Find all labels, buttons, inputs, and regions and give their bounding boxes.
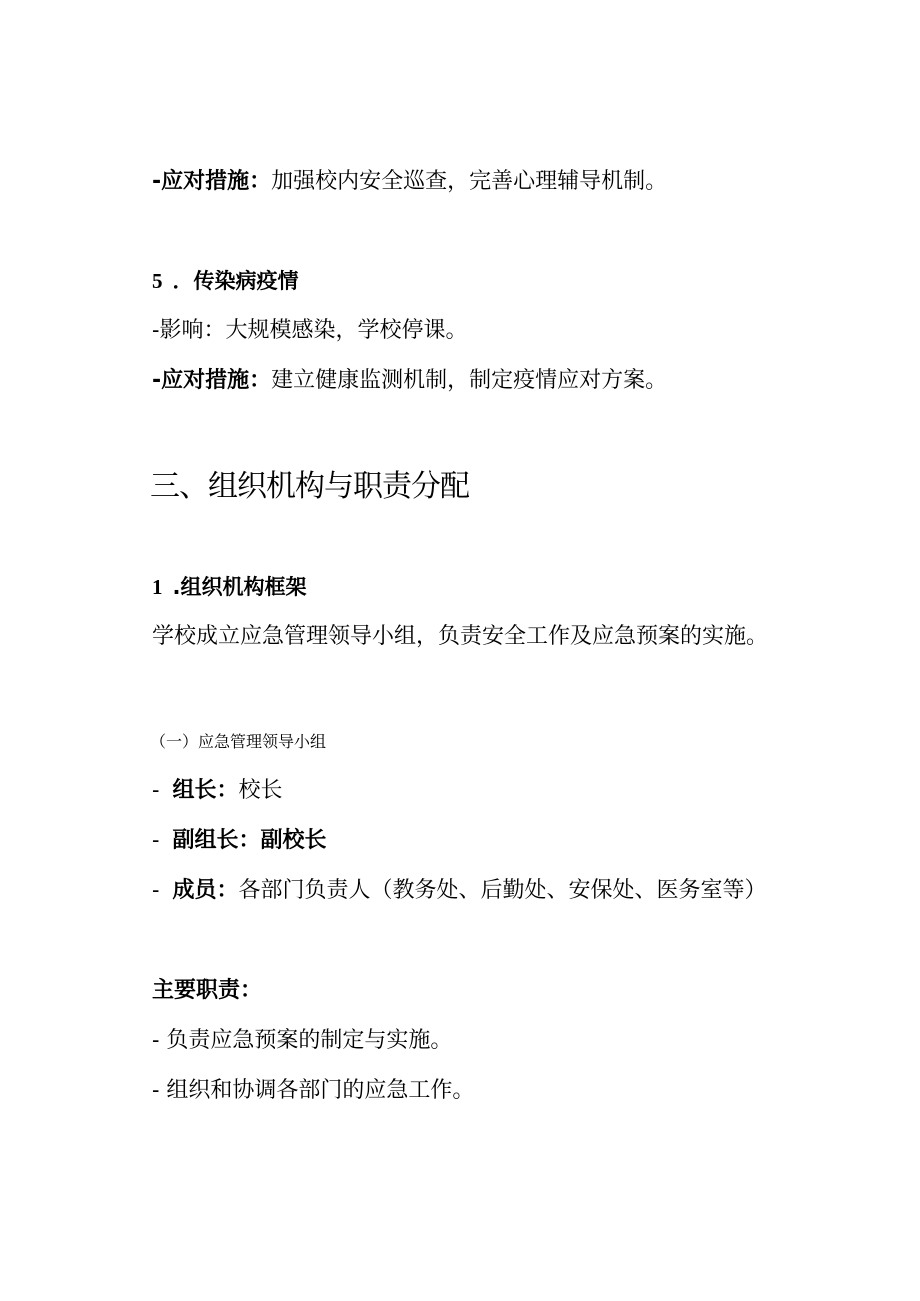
sub1-heading (152, 577, 306, 598)
deputy-label: 副组长： (172, 828, 261, 853)
leader-line (152, 780, 282, 802)
item5-measure-label: 应对措施： (161, 368, 272, 393)
sub1-number: 1 (152, 575, 163, 599)
leader-value: 校长 (238, 778, 283, 803)
deputy-prefix: - (152, 828, 167, 853)
item5-title: ．传染病疫情 (172, 269, 299, 293)
leader-prefix: - (152, 778, 167, 803)
item5-measure-line (152, 370, 667, 392)
prev-measure-label: 应对措施： (161, 169, 272, 194)
prev-measure-line (152, 171, 667, 193)
item5-heading (152, 271, 299, 292)
duty-item: - 组织和协调各部门的应急工作。 (152, 1078, 475, 1103)
sub1-title: .组织机构框架 (172, 575, 307, 599)
members-value: 各部门负责人（教务处、后勤处、安保处、医务室等） (238, 878, 767, 903)
deputy-value: 副校长 (260, 828, 327, 853)
item5-number: 5 (152, 269, 163, 293)
duty-item: - 负责应急预案的制定与实施。 (152, 1028, 453, 1053)
leader-label: 组长： (172, 778, 239, 803)
members-line (152, 880, 766, 902)
item5-impact-line (152, 320, 467, 342)
item5-impact-prefix: - (152, 318, 160, 343)
deputy-line (152, 830, 326, 852)
members-prefix: - (152, 878, 167, 903)
item5-measure-prefix: - (152, 368, 162, 393)
prev-measure-text: 加强校内安全巡查，完善心理辅导机制。 (271, 169, 668, 194)
duties-heading: 主要职责： (152, 978, 263, 1003)
item5-impact-text: 影响：大规模感染，学校停课。 (159, 318, 468, 343)
item5-measure-text: 建立健康监测机制，制定疫情应对方案。 (271, 368, 668, 393)
group-heading: （一）应急管理领导小组 (150, 732, 327, 751)
prev-measure-prefix: - (152, 169, 162, 194)
members-label: 成员： (172, 878, 239, 903)
chapter3-title: 三、组织机构与职责分配 (150, 469, 469, 504)
sub1-text: 学校成立应急管理领导小组，负责安全工作及应急预案的实施。 (152, 624, 769, 649)
